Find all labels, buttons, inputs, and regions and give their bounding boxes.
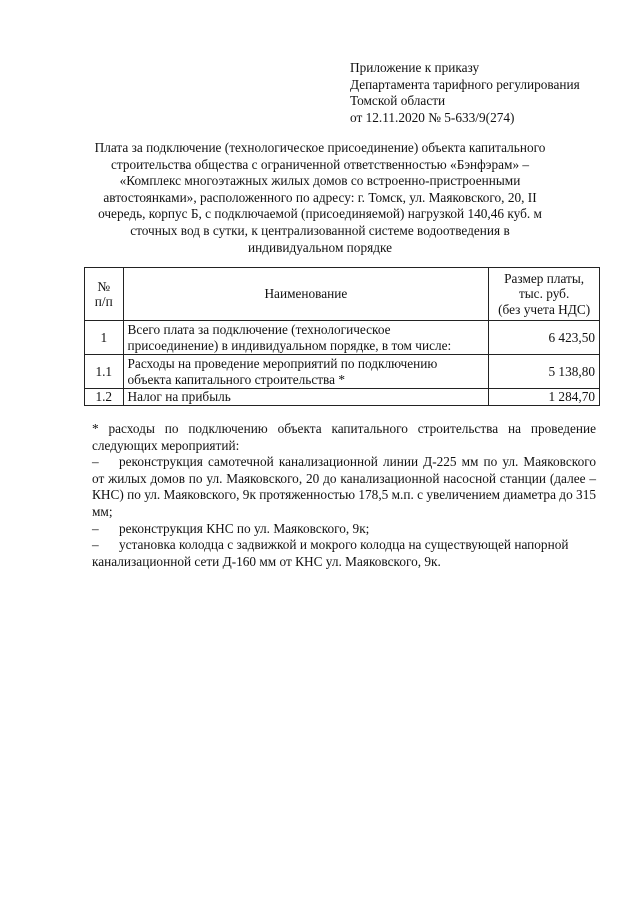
row-value: 5 138,80 (489, 355, 600, 389)
table-row (85, 321, 600, 355)
footnote-item-text: реконструкция самотечной канализационной линии Д-225 мм по ул. Маяковского от жилых домов по ул. Маяковского, 20 до канализационной насосной станции (далее – КНС) по ул. Маяковского, 9к протяженностью 178,5 м.п. с увеличением диаметра до 315 мм; (92, 454, 596, 519)
title-line: «Комплекс многоэтажных жилых домов со встроенно-пристроенными (119, 173, 521, 189)
row-value: 6 423,50 (489, 321, 600, 355)
footnote-item-text: установка колодца с задвижкой и мокрого колодца на существующей напорной канализационной сети Д-160 мм от КНС ул. Маяковского, 9к. (92, 537, 569, 569)
footnote-intro: * расходы по подключению объекта капитального строительства на проведение следующих мероприятий: (92, 421, 596, 453)
table-header-row (85, 268, 600, 321)
appendix-order-ref: от 12.11.2020 № 5-633/9(274) (350, 109, 515, 125)
appendix-line: Приложение к приказу (350, 60, 480, 75)
row-name: Расходы на проведение мероприятий по подключению объекта капитального строительства * (123, 355, 489, 389)
footnote-item (92, 521, 596, 538)
row-value: 1 284,70 (489, 389, 600, 406)
title-line: автостоянками», расположенного по адресу: г. Томск, ул. Маяковского, 20, II (103, 189, 537, 205)
header-name: Наименование (123, 268, 489, 321)
row-name: Всего плата за подключение (технологическое присоединение) в индивидуальном порядке, в том числе: (123, 321, 489, 355)
fee-table (84, 267, 600, 406)
dash-marker: – (92, 537, 99, 553)
title-line: Плата за подключение (технологическое присоединение) объекта капитального (94, 140, 546, 155)
appendix-block (350, 60, 620, 126)
row-num: 1.2 (85, 389, 124, 406)
dash-marker: – (92, 454, 99, 470)
table-row (85, 389, 600, 406)
header-num: № п/п (85, 268, 124, 321)
title-line: очередь, корпус Б, с подключаемой (присоединяемой) нагрузкой 140,46 куб. м (98, 206, 542, 222)
title-line: сточных вод в сутки, к централизованной системе водоотведения в (130, 222, 510, 238)
table-row (85, 355, 600, 389)
title-line: строительства общества с ограниченной ответственностью «Бэнфэрам» – (110, 156, 530, 172)
title-line: индивидуальном порядке (247, 239, 393, 255)
header-value: Размер платы, тыс. руб. (без учета НДС) (489, 268, 600, 321)
row-num: 1.1 (85, 355, 124, 389)
footnote-item (92, 537, 596, 570)
document-title (88, 140, 552, 256)
appendix-line: Томской области (350, 93, 446, 108)
row-name: Налог на прибыль (123, 389, 489, 406)
row-num: 1 (85, 321, 124, 355)
footnote-item (92, 454, 596, 520)
appendix-line: Департамента тарифного регулирования (350, 76, 580, 92)
dash-marker: – (92, 520, 99, 536)
footnote-block (92, 421, 596, 570)
footnote-item-text: реконструкция КНС по ул. Маяковского, 9к; (119, 520, 370, 536)
